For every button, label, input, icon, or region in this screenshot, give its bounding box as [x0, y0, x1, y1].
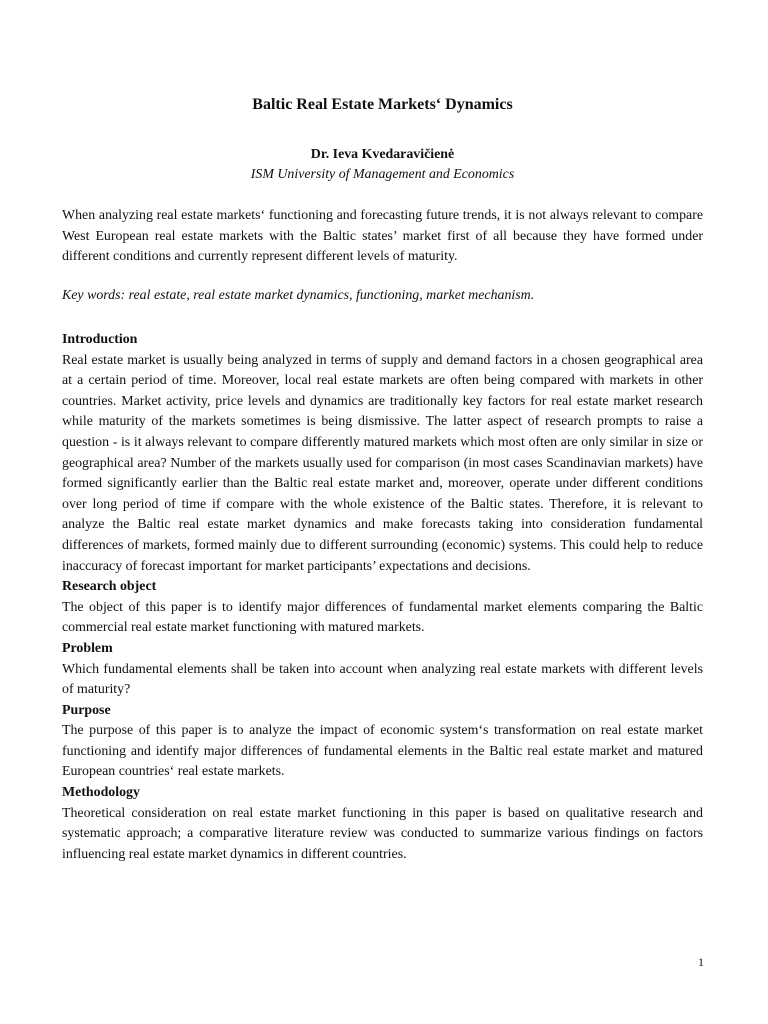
abstract: When analyzing real estate markets‘ functioning and forecasting future trends, it is not always relevant to compare West European real estate markets with the Baltic states’ market first of all because they have formed under different conditions and currently represent different levels of maturity.	[62, 208, 703, 265]
paper-title: Baltic Real Estate Markets‘ Dynamics	[252, 96, 513, 113]
section-text-problem: Which fundamental elements shall be taken into account when analyzing real estate markets with different levels of maturity?	[62, 661, 703, 698]
keywords: Key words: real estate, real estate market dynamics, functioning, market mechanism.	[62, 288, 535, 303]
section-text-purpose: The purpose of this paper is to analyze the impact of economic system‘s transformation on real estate market functioning and identify major differences of fundamental elements in the Baltic real estate market and matured European countries‘ real estate markets.	[62, 723, 703, 780]
section-heading-purpose: Purpose	[62, 702, 111, 718]
section-heading-problem: Problem	[62, 640, 113, 656]
section-heading-research-object: Research object	[62, 579, 157, 595]
section-text-research-object: The object of this paper is to identify major differences of fundamental market elements comparing the Baltic commercial real estate market functioning with matured markets.	[62, 599, 703, 636]
section-heading-methodology: Methodology	[62, 785, 140, 801]
author-name: Dr. Ieva Kvedaravičienė	[310, 147, 455, 162]
section-text-introduction: Real estate market is usually being analyzed in terms of supply and demand factors in a chosen geographical area at a certain period of time. Moreover, local real estate markets are often being compared with markets in other countries. Market activity, price levels and dynamics are traditionally key factors for real estate market research while maturity of the markets sometimes is being dismissive. The latter aspect of research prompts to raise a question - is it always relevant to compare differently matured markets which most often are only similar in size or geographical area? Number of the markets usually used for comparison (in most cases Scandinavian markets) have formed significantly earlier than the Baltic real estate market and, moreover, operate under different conditions over long period of time if compare with the whole existence of the Baltic states. Therefore, it is relevant to analyze the Baltic real estate market dynamics and make forecasts taking into consideration fundamental differences of markets, formed mainly due to different surrounding (economic) systems. This could help to reduce inaccuracy of forecast important for market participants’ expectations and decisions.	[62, 352, 703, 574]
section-text-methodology: Theoretical consideration on real estate market functioning in this paper is based on qualitative research and systematic approach; a comparative literature review was conducted to summarize various findings on factors influencing real estate market dynamics in different countries.	[62, 805, 703, 862]
document-page	[62, 0, 703, 1024]
page-number: 1	[698, 955, 704, 969]
section-heading-introduction: Introduction	[62, 332, 138, 347]
paper-body	[62, 330, 703, 865]
author-affiliation: ISM University of Management and Economics	[250, 167, 515, 182]
